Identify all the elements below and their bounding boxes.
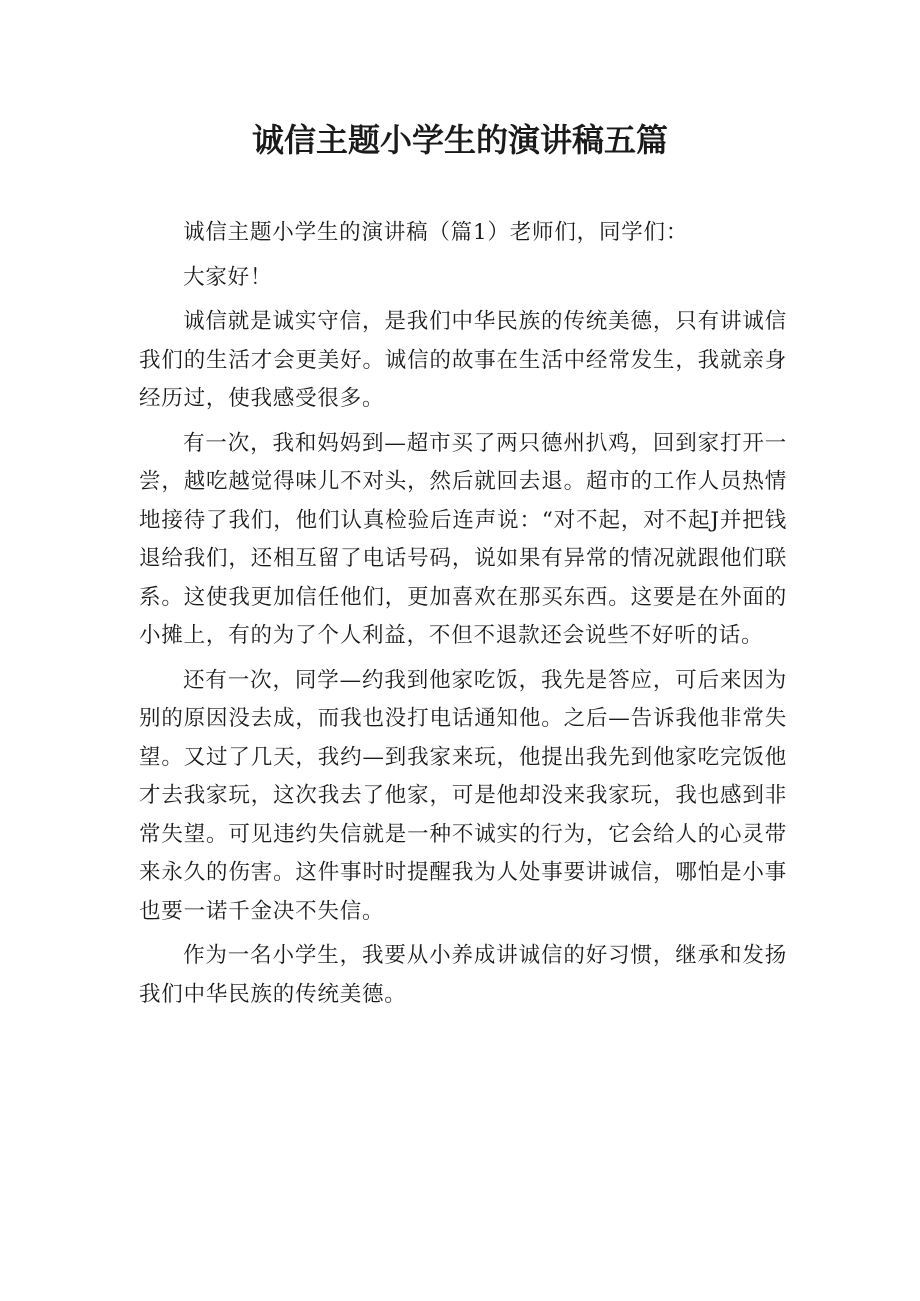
paragraph-greeting: 大家好！ (183, 264, 273, 290)
document-title: 诚信主题小学生的演讲稿五篇 (251, 121, 668, 159)
paragraph-story-classmate: 还有一次，同学—约我到他家吃饭，我先是答应，可后来因为别的原因没去成，而我也没打电话通知他。之后—告诉我他非常失望。又过了几天，我约—到我家来玩，他提出我先到他家吃完饭他才去我家玩，这次我去了他家，可是他却没来我家玩，我也感到非常失望。可见违约失信就是一种不诚实的行为，它会给人的心灵带来永久的伤害。这件事时时提醒我为人处事要讲诚信，哪怕是小事也要一诺千金决不失信。 (139, 667, 787, 924)
paragraph-intro: 诚信就是诚实守信，是我们中华民族的传统美德，只有讲诚信我们的生活才会更美好。诚信的故事在生活中经常发生，我就亲身经历过，使我感受很多。 (139, 309, 787, 411)
paragraph-conclusion: 作为一名小学生，我要从小养成讲诚信的好习惯，继承和发扬我们中华民族的传统美德。 (139, 943, 787, 1007)
paragraph-greeting-heading: 诚信主题小学生的演讲稿（篇1）老师们，同学们： (183, 220, 689, 245)
paragraph-story-supermarket: 有一次，我和妈妈到—超市买了两只德州扒鸡，回到家打开一尝，越吃越觉得味儿不对头，然后就回去退。超市的工作人员热情地接待了我们，他们认真检验后连声说：“对不起，对不起J并把钱退给我们，还相互留了电话号码，说如果有异常的情况就跟他们联系。这使我更加信任他们，更加喜欢在那买东西。这要是在外面的小摊上，有的为了个人利益，不但不退款还会说些不好听的话。 (139, 430, 787, 648)
document-body (139, 214, 787, 1020)
